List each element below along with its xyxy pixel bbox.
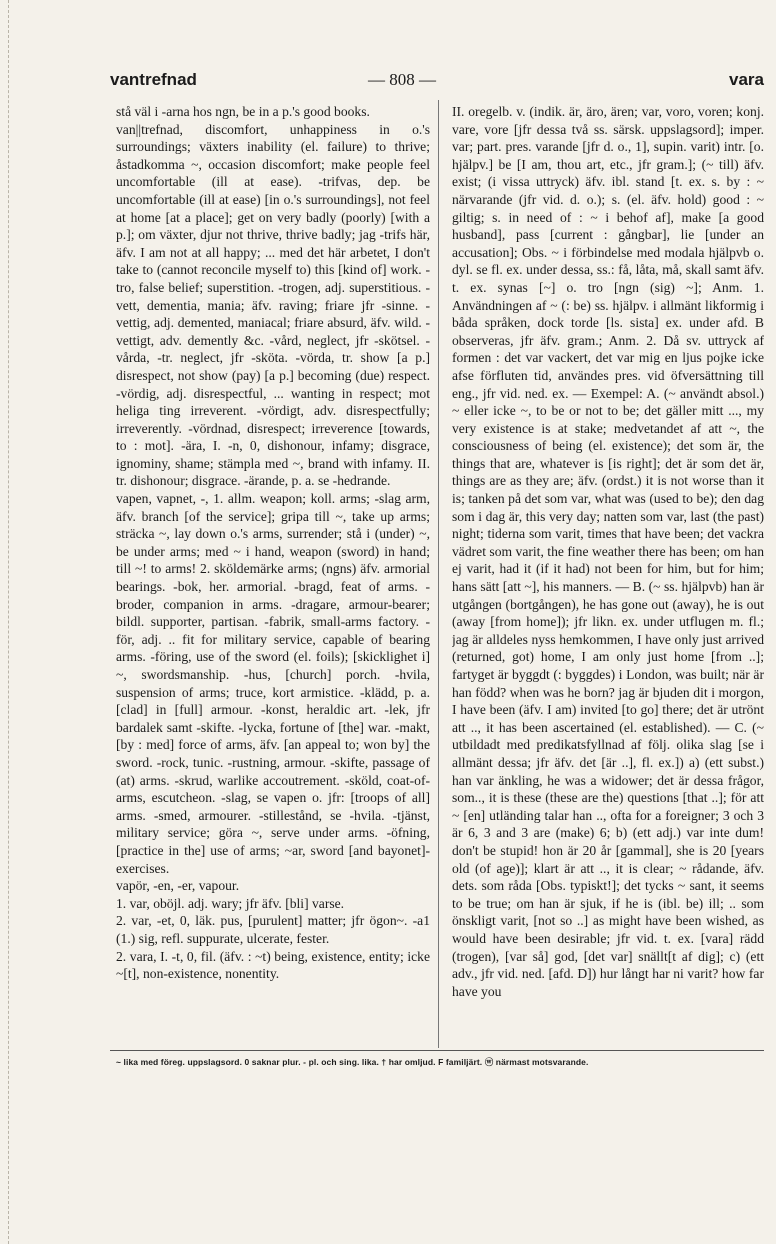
entry: stå väl i -arna hos ngn, be in a p.'s good books. [116, 104, 370, 119]
footer-rule [110, 1050, 764, 1051]
page-number: — 808 — [368, 70, 436, 89]
entry: van||trefnad, discomfort, unhappiness in o.'s surroundings; växters inability (el. failure) to thrive; åstadkomma ~, occasion discomfort; make people feel uncomfortable (ill at ease). -trifvas, dep. be uncomfortable (ill at ease) [in o.'s surroundings], not feel at home [at a place]; get on very badly (poorly) [with a p.]; om växter, djur not thrive, thrive badly; jag -trifs här, äfv. I am not at all happy; ... med det här arbetet, I don't take to (cannot reconcile myself to) this [kind of] work. -tro, false belief; superstition. -trogen, adj. superstitious. -vett, dementia, mania; äfv. raving; friare jfr -sinne. -vettig, adj. demented, maniacal; friare absurd, äfv. wild. -vettigt, adv. demently &c. -vård, neglect, jfr -skötsel. -vårda, -tr. neglect, jfr -sköta. -vörda, tr. show [a p.] disrespect, not show (pay) [a p.] becoming (due) respect. -vördig, adj. disrespectful, ... wanting in respect; mot heliga ting irreverent. -vördigt, adv. disrespectfully; irreverently. -vördnad, disrespect; irreverence [towards, to : mot]. -ära, I. -n, 0, dishonour, infamy; disgrace, ignominy, shame; stämpla med ~, brand with infamy. II. tr. dishonour; disgrace. -ärande, p. a. se -hedrande. [116, 121, 430, 489]
entry: 2. vara, I. -t, 0, fil. (äfv. : ~t) being, existence, entity; icke ~[t], non-existence, nonentity. [116, 948, 430, 982]
right-column [452, 103, 764, 1033]
header-left-guideword: vantrefnad [110, 70, 197, 89]
running-header [110, 70, 764, 94]
entry: vapen, vapnet, -, 1. allm. weapon; koll. arms; -slag arm, äfv. branch [of the service]; gripa till ~, take up arms; sträcka ~, lay down o.'s arms, surrender; stå i (under) ~, be under arms; med ~ i hand, weapon (sword) in hand; till ~! to arms! 2. sköldemärke arms; (ngns) äfv. armorial bearings. -bok, her. armorial. -bragd, feat of arms. -broder, companion in arms. -dragare, armour-bearer; bildl. supporter, partisan. -fabrik, small-arms factory. -för, adj. .. fit for military service, capable of bearing arms. -föring, use of the sword (el. foils); [skicklighet i] ~, swordsmanship. -hus, [church] porch. -hvila, suspension of arms; truce, kort armistice. -klädd, p. a. [clad] in [full] armour. -konst, heraldic art. -lek, jfr bardalek samt -skifte. -lycka, fortune of [the] war. -makt, [by : med] force of arms, äfv. [an appeal to; won by] the sword. -rock, tunic. -rustning, armour. -skifte, passage of (at) arms. -skrud, warlike accoutrement. -sköld, coat-of-arms, escutcheon. -slag, se vapen o. jfr: [troops of all] arms. -smed, armourer. -stillestånd, se -hvila. -tjänst, military service; göra ~, serve under arms. -öfning, [practice in the] use of arms; ~ar, sword [and bayonet]-exercises. [116, 491, 430, 876]
entry: 2. var, -et, 0, läk. pus, [purulent] matter; jfr ögon~. -a1 (1.) sig, refl. suppurate, ulcerate, fester. [116, 913, 430, 946]
column-divider [438, 100, 439, 1048]
entry: vapör, -en, -er, vapour. [116, 878, 240, 894]
header-right-guideword: vara [729, 70, 764, 89]
entry: 1. var, oböjl. adj. wary; jfr äfv. [bli] varse. [116, 895, 345, 911]
left-column [116, 103, 430, 1033]
page-edge [8, 0, 10, 1244]
entry: II. oregelb. v. (indik. är, äro, ären; var, voro, voren; konj. vare, vore [jfr dessa två ss. särsk. uppslagsord]; imper. var; part. pres. varande [jfr d. o., 1], supin. varit) intr. [o. hjälpv.] be [I am, thou art, etc., jfr gram.]; (~ till) äfv. exist; (i vissa uttryck) äfv. ibl. stand [t. ex. s. by : ~ närvarande (jfr vid. d. o.); s. (el. äfv. hold) good : ~ giltig; s. in need of : ~ i behof af], make [a good husband], pass [current : gångbar], lie [under an accusation]; Obs. ~ i förbindelse med modala hjälpvb o. dyl. se fl. ex. under dessa, ss.: få, låta, må, skall samt äfv. t. ex. synas [~] o. tro [ngn (sig) ~]; Anm. 1. Användningen af ~ (: be) ss. hjälpv. i allmänt likformig i båda språken, dock torde [ls. sista] ex. under afd. B observeras, jfr äfv. gram.; Anm. 2. Då sv. uttryck af formen : det var vackert, det var mig en ljus pojke icke afse förfluten tid, användes pres. vid öfversättning till eng., jfr vid. ned. ex. — Exempel: A. (~ användt absol.) ~ eller icke ~, to be or not to be; det gäller mitt ..., my very existence is at stake; medvetandet af att ~, the consciousness of being (el. existence); det som är, the things that are, whatever is [is right]; det är som det är, things are as they are; äfv. (ordst.) it is not worse than it is; tanken på det som var, what was (used to be); den dag som i dag är, this very day; natten som var, last (the past) night; tiderna som varit, times that have been; det vackra vädret som varit, the fine weather there has been; om han ej varit, had it (if it had) not been for him, but for him; hans sätt [att ~], his manners. — B. (~ ss. hjälpvb) han är utgången (bortgången), he has gone out (away), he is out (away [from home]); jfr likn. ex. under utflugen m. fl.; jag är alldeles nyss hemkommen, I have only just arrived (returned, got) home, I am only just home [from ..]; fartyget är byggdt (: byggdes) i London, was built; när är han född? when was he born? jag är bjuden dit i morgon, I have been (äfv. I am) invited [to go] there; det är utrönt att .., it has been ascertained (el. established). — C. (~ utbildadt med predikatsfyllnad af följ. olika slag [se i allmänt dessa; jfr äfv. det [är ..], fl. ex.]) a) (ett subst.) han var änkling, he was a widower; det är dessa frågor, som.., it is these (these are the) questions [that ..]; för att ~ [en] utländing talar han .., ofta for a foreigner; 3 och 3 är 6, 3 and 3 are (make) 6; b) (ett adj.) var inte dum! don't be stupid! hon är 20 år [gammal], she is 20 [years old (of age)]; klart är att .., it is clear; ~ rådande, äfv. dets. som råda [Obs. typiskt!]; det tycks ~ sant, it seems to be true; om han är sjuk, if he is (ibl. be) ill; .. som önskligt varit, [not so ..] as might have been wished, as would have been desirable; jfr vid. t. ex. [vara] rädd (trogen), [var så] god, [det var] snällt[t af dig]; c) (ett adv., jfr vid. ned. [afd. D]) hur långt har ni varit? how far have you [452, 104, 764, 999]
footer-legend: ~ lika med föreg. uppslagsord. 0 saknar plur. - pl. och sing. lika. † har omljud. F familjärt. ⓦ närmast motsvarande. [116, 1057, 589, 1067]
